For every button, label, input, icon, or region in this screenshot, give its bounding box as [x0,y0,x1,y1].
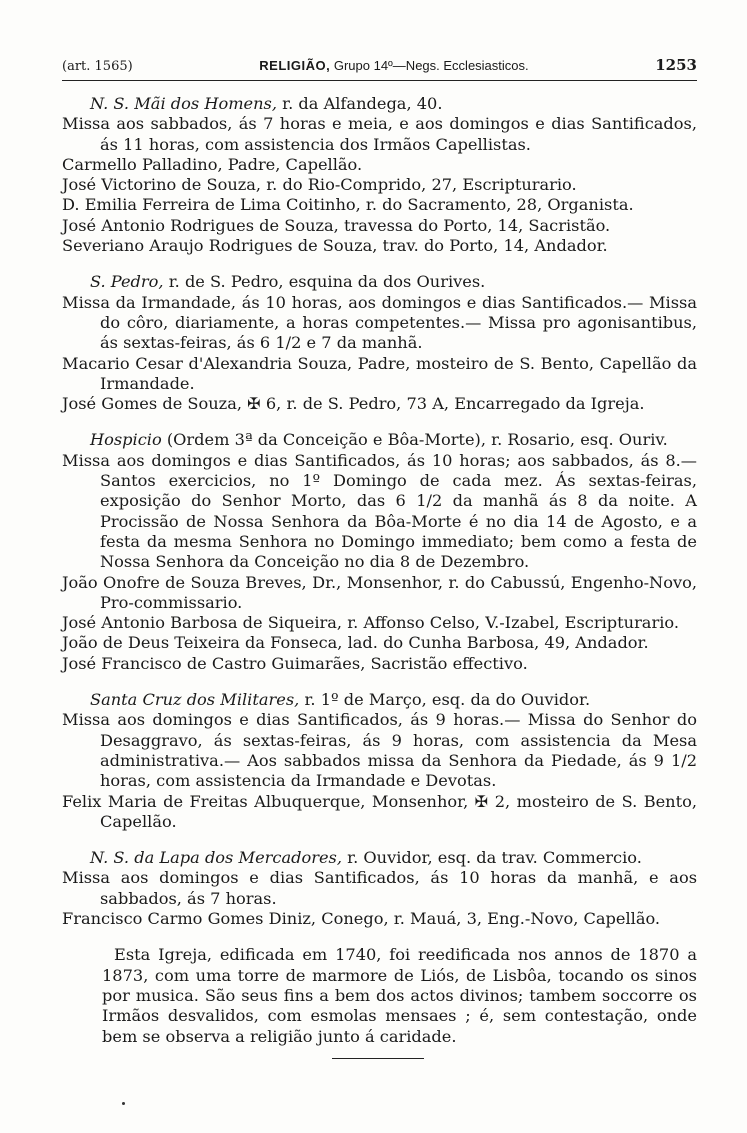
running-head [62,56,697,81]
entry-line: Carmello Palladino, Padre, Capellão. [62,154,363,174]
church-name: N. S. da Lapa dos Mercadores, [90,848,342,868]
section-subtitle: Grupo 14º—Negs. Ecclesiasticos. [333,58,529,73]
entry-line: João Onofre de Souza Breves, Dr., Monsenhor, r. do Cabussú, Engenho-Novo, Pro-commissario. [62,572,697,612]
church-name: S. Pedro, [90,272,164,292]
church-address: r. de S. Pedro, esquina da dos Ourives. [163,272,486,292]
closing-rule [332,1058,424,1059]
church-name: N. S. Mãi dos Homens, [90,94,278,113]
church-entry [62,94,697,256]
document-body [62,94,697,1063]
entry-line: Macario Cesar d'Alexandria Souza, Padre, mosteiro de S. Bento, Capellão da Irmandade. [62,353,697,393]
entry-line: Francisco Carmo Gomes Diniz, Conego, r. Mauá, 3, Eng.-Novo, Capellão. [62,908,661,928]
church-address: r. da Alfandega, 40. [277,94,443,113]
entry-line: Missa aos domingos e dias Santificados, ás 10 horas da manhã, e aos sabbados, ás 7 horas. [62,868,697,908]
article-reference: (art. 1565) [62,59,133,74]
entry-line: João de Deus Teixeira da Fonseca, lad. do Cunha Barbosa, 49, Andador. [62,633,649,653]
entry-heading [62,430,697,450]
entry-line: José Victorino de Souza, r. do Rio-Comprido, 27, Escripturario. [62,175,577,195]
church-address: r. 1º de Março, esq. da do Ouvidor. [299,690,591,710]
church-name: Hospicio [90,430,162,450]
entry-line: Missa da Irmandade, ás 10 horas, aos domingos e dias Santificados.— Missa do côro, diariamente, a horas competentes.— Missa pro agonisantibus, ás sextas-feiras, ás 6 1/2 e 7 da manhã. [62,292,697,353]
ink-speck [122,1102,125,1105]
page-number: 1253 [655,56,697,74]
entry-line: José Francisco de Castro Guimarães, Sacristão effectivo. [62,653,528,673]
church-entry [62,272,697,414]
entry-line: Felix Maria de Freitas Albuquerque, Monsenhor, ✠ 2, mosteiro de S. Bento, Capellão. [62,791,697,831]
entry-line: José Antonio Rodrigues de Souza, travessa do Porto, 14, Sacristão. [62,215,611,235]
section-title [259,58,528,73]
church-entry [62,848,697,1047]
church-entry [62,430,697,674]
entry-heading [62,272,697,292]
entry-line: José Gomes de Souza, ✠ 6, r. de S. Pedro, 73 A, Encarregado da Igreja. [62,394,645,414]
historical-note: Esta Igreja, edificada em 1740, foi reedificada nos annos de 1870 a 1873, com uma torre de marmore de Liós, de Lisbôa, tocando os sinos por musica. São seus fins a bem dos actos divinos; tambem soccorre os Irmãos desvalidos, com esmolas mensaes ; é, sem contestação, onde bem se observa a religião junto á caridade. [102,945,697,1046]
church-address: (Ordem 3ª da Conceição e Bôa-Morte), r. Rosario, esq. Ouriv. [161,430,668,450]
entry-line: Missa aos domingos e dias Santificados, ás 9 horas.— Missa do Senhor do Desaggravo, ás sextas-feiras, ás 9 horas, com assistencia da Mesa administrativa.— Aos sabbados missa da Senhora da Piedade, ás 9 1/2 horas, com assistencia da Irmandade e Devotas. [62,710,697,791]
church-address: r. Ouvidor, esq. da trav. Commercio. [342,848,642,868]
entry-line: D. Emilia Ferreira de Lima Coitinho, r. do Sacramento, 28, Organista. [62,195,634,215]
entry-line: Missa aos domingos e dias Santificados, ás 10 horas; aos sabbados, ás 8.— Santos exercicios, no 1º Domingo de cada mez. Ás sextas-feiras, exposição do Senhor Morto, das 6 1/2 da manhã ás 8 da noite. A Procissão de Nossa Senhora da Bôa-Morte é no dia 14 de Agosto, e a festa da mesma Senhora no Domingo immediato; bem como a festa de Nossa Senhora da Conceição no dia 8 de Dezembro. [62,450,697,572]
entry-heading [62,94,697,114]
entry-heading [62,848,697,868]
church-name: Santa Cruz dos Militares, [90,690,300,710]
entry-line: José Antonio Barbosa de Siqueira, r. Affonso Celso, V.-Izabel, Escripturario. [62,613,679,633]
entry-line: Missa aos sabbados, ás 7 horas e meia, e aos domingos e dias Santificados, ás 11 horas, com assistencia dos Irmãos Capellistas. [62,114,697,154]
section-name: RELIGIÃO, [259,58,331,73]
entry-heading [62,690,697,710]
church-entry [62,690,697,832]
entry-line: Severiano Araujo Rodrigues de Souza, trav. do Porto, 14, Andador. [62,236,608,256]
